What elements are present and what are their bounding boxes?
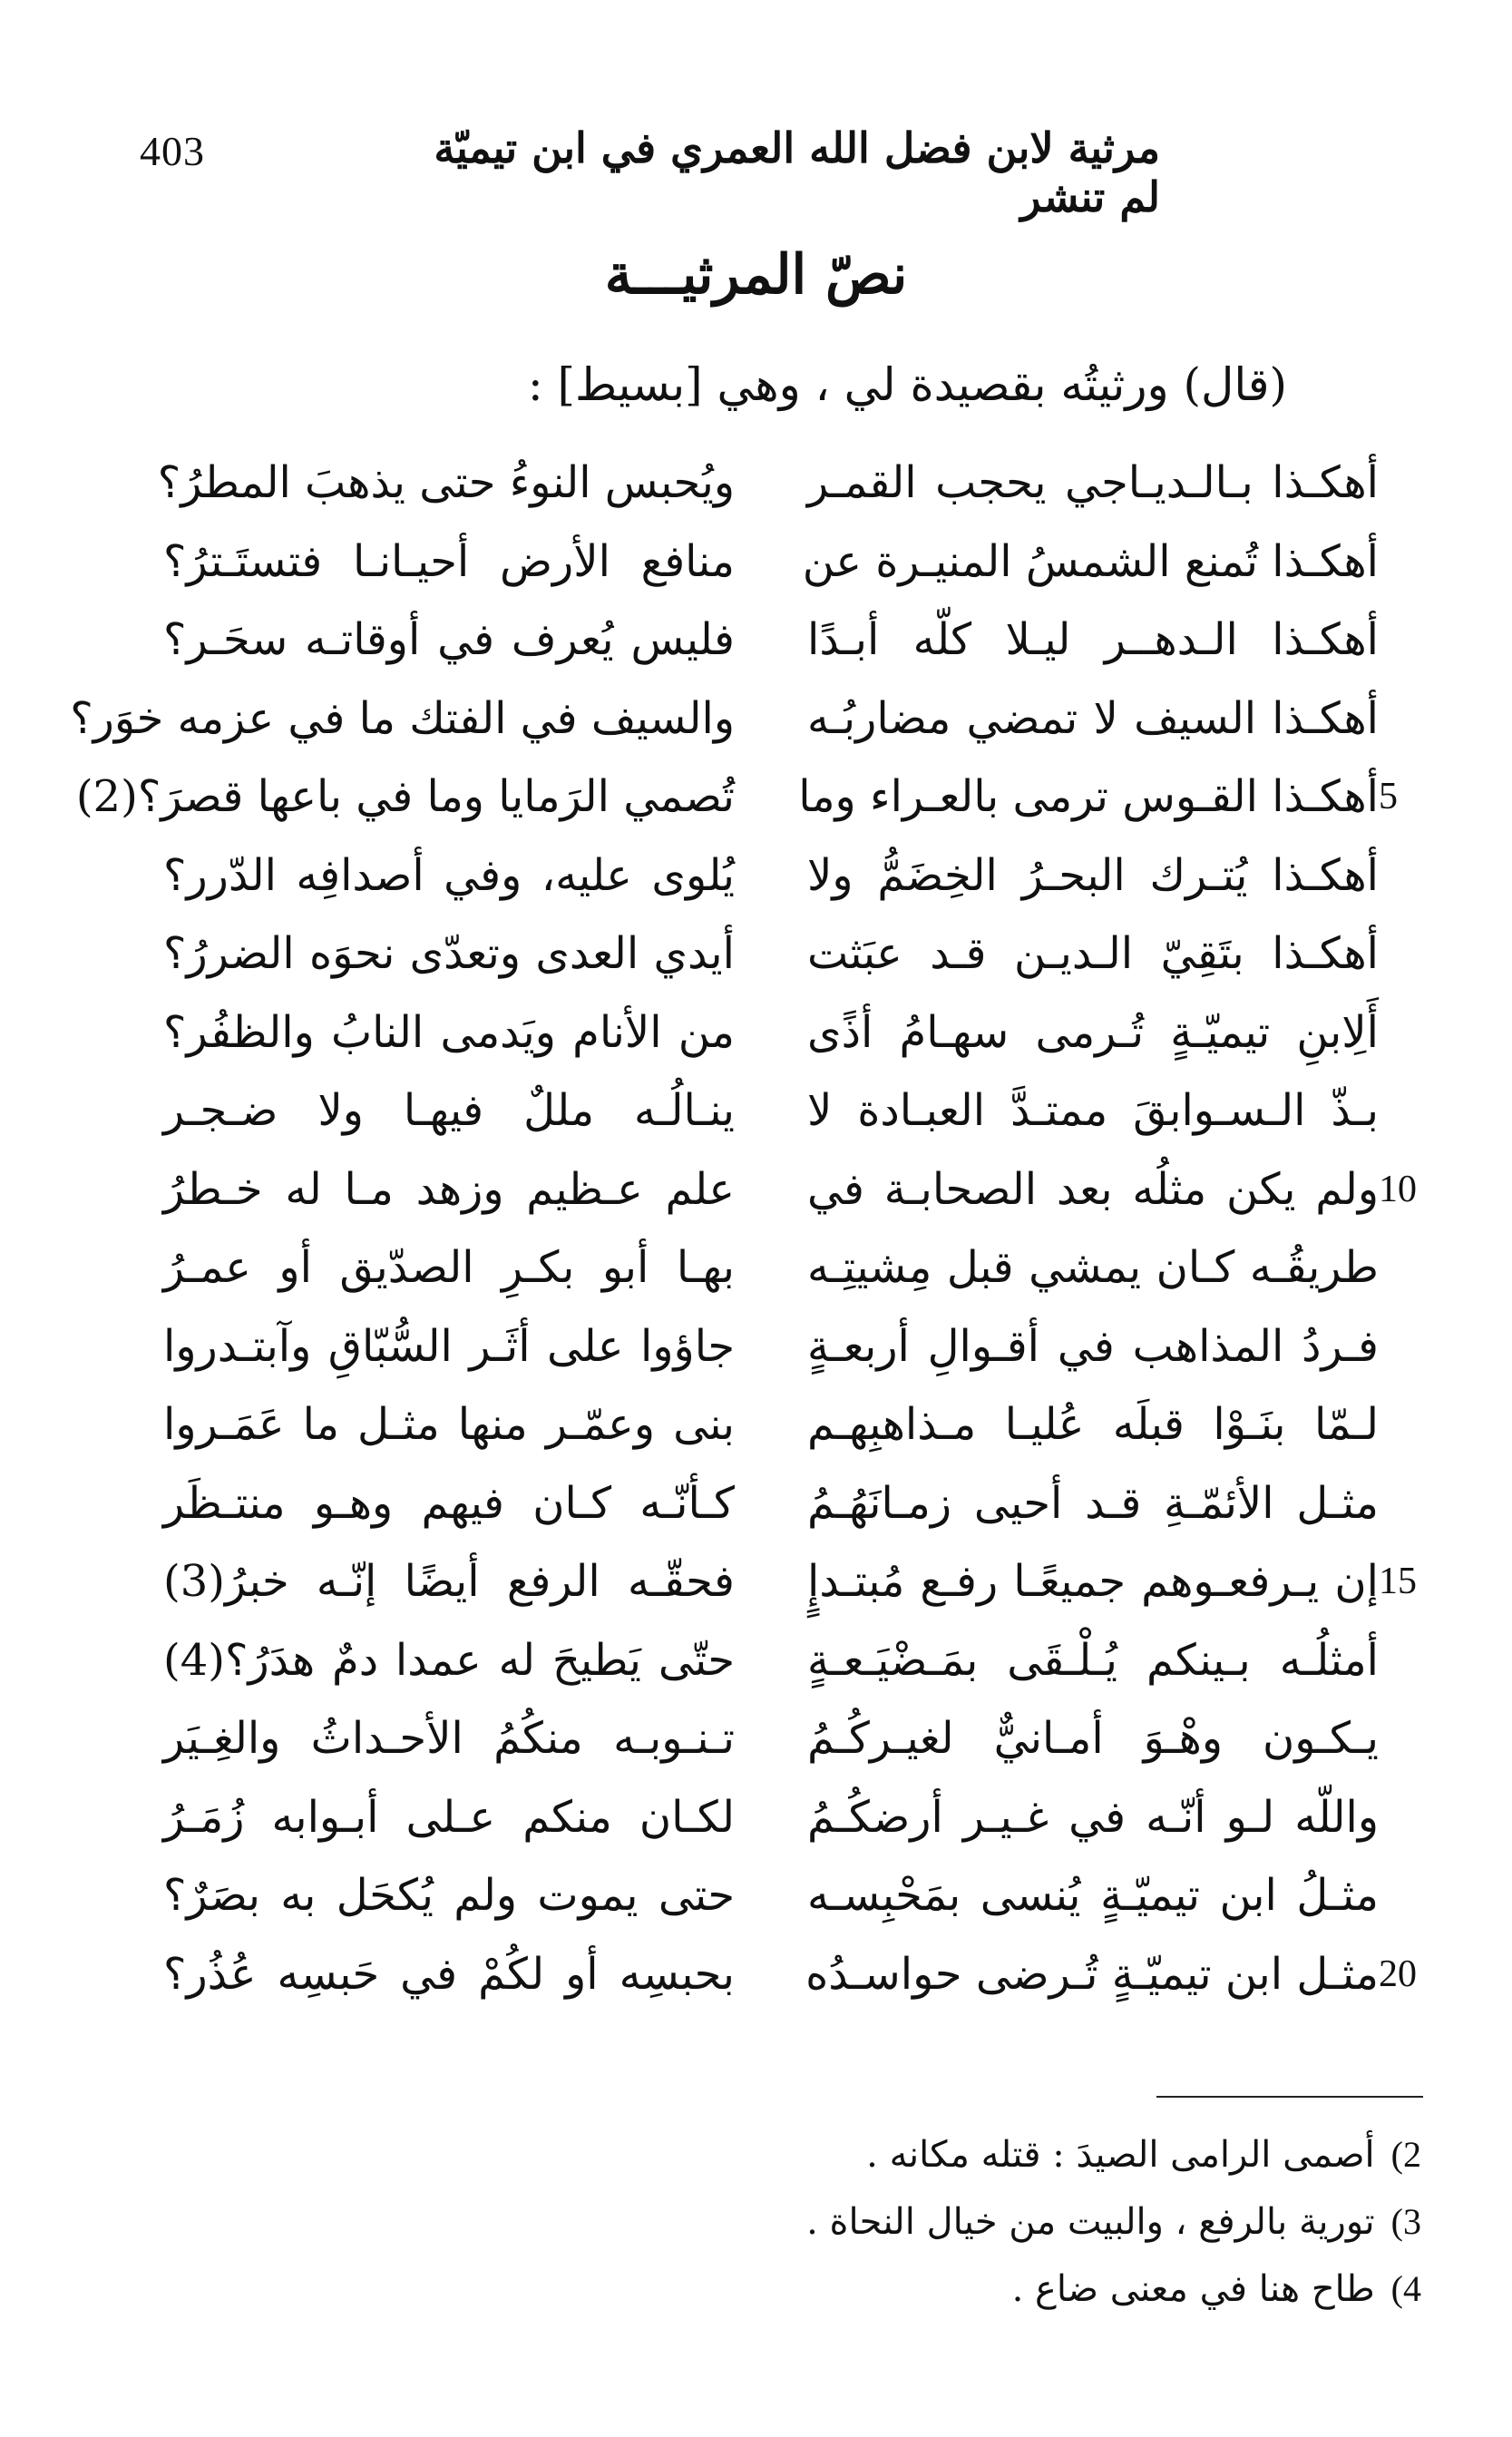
- second-hemistich: فليس يُعرف في أوقاتـه سحَـر؟: [163, 614, 735, 665]
- first-hemistich: فـردُ المذاهب في أقـوالِ أربعـةٍ: [807, 1320, 1379, 1372]
- first-hemistich: مثـلُ ابن تيميّـةٍ يُنسى بمَحْبِسـه: [807, 1870, 1379, 1921]
- footnote-number: 2): [1390, 2134, 1421, 2175]
- footnote-text: أصمى الرامى الصيدَ : قتله مكانه .: [866, 2134, 1375, 2176]
- verse-line: [163, 1321, 1379, 1400]
- first-hemistich: مثـل ابن تيميّـةٍ تُـرضى حواسـدُه: [805, 1948, 1379, 2000]
- verse-line: [163, 614, 1379, 693]
- first-hemistich: أهكـذا الـدهــر ليـلا كلّه أبـدًا: [807, 614, 1379, 665]
- second-hemistich: بحبسِه أو لكُمْ في حَبسِه عُذُر؟: [163, 1948, 735, 2000]
- verse-number: 20: [1379, 1953, 1417, 1995]
- first-hemistich: مثـل الأئمّـةِ قـد أحيى زمـانَهُـمُ: [807, 1477, 1379, 1529]
- second-hemistich: والسيف في الفتك ما في عزمه خوَر؟: [70, 692, 735, 744]
- verse-line: [163, 1713, 1379, 1792]
- footnote-text: طاح هنا في معنى ضاع .: [1011, 2268, 1375, 2310]
- second-hemistich: كـأنّـه كـان فيهم وهـو منتـظَر: [163, 1477, 735, 1529]
- first-hemistich: أَلِابنِ تيميّـةٍ تُـرمى سهـامُ أذًى: [807, 1006, 1379, 1058]
- second-hemistich: حتّى يَطيحَ له عمدا دمٌ هدَرُ؟(4): [163, 1634, 735, 1686]
- first-hemistich: إن يـرفعـوهم جميعًـا رفـع مُبتـدإٍ: [807, 1556, 1379, 1607]
- first-hemistich: طريقُـه كـان يمشي قبل مِشيتِـه: [807, 1242, 1379, 1293]
- verse-line: [163, 1399, 1379, 1478]
- second-hemistich: تـنـوبـه منكُمُ الأحـداثُ والغِـيَر: [163, 1713, 735, 1764]
- footnotes: [333, 2123, 1421, 2324]
- verse-line: [70, 692, 1379, 772]
- verse-line: [163, 1163, 1417, 1243]
- verse-line: [163, 850, 1379, 929]
- intro-line: (قال) ورثيتُه بقصيدة لي ، وهي [بسيط] :: [527, 358, 1287, 411]
- verse-line: [157, 457, 1379, 536]
- verse-line: [163, 1556, 1417, 1635]
- first-hemistich: أهكـذا تُمنع الشمسُ المنيـرة عن: [802, 535, 1379, 587]
- first-hemistich: واللّه لـو أنّـه في غـيـر أرضكُـمُ: [807, 1791, 1379, 1843]
- second-hemistich: تُصمي الرَمايا وما في باعها قصرَ؟(2): [75, 771, 735, 822]
- second-hemistich: لكـان منكم عـلى أبـوابه زُمَـرُ: [163, 1791, 735, 1843]
- verse-line: [163, 1007, 1379, 1086]
- page-number: 403: [140, 128, 205, 174]
- first-hemistich: أهكـذا السيف لا تمضي مضاربُـه: [807, 692, 1379, 744]
- second-hemistich: جاؤوا على أثَـر السُّبّاقِ وآبتـدروا: [163, 1320, 735, 1372]
- poem-body: [70, 457, 1417, 2027]
- second-hemistich: حتى يموت ولم يُكحَل به بصَرٌ؟: [163, 1870, 735, 1921]
- first-hemistich: أمثلُـه بـينكم يُـلْـقَى بمَـضْيَـعـةٍ: [807, 1634, 1379, 1686]
- verse-number: 10: [1379, 1168, 1417, 1210]
- running-header: مرثية لابن فضل الله العمري في ابن تيميّة لم تنشر: [434, 123, 1160, 221]
- second-hemistich: يُلوى عليه، وفي أصدافِه الدّرر؟: [163, 849, 735, 901]
- footnote-number: 4): [1390, 2268, 1421, 2309]
- verse-number: 15: [1379, 1561, 1417, 1602]
- first-hemistich: أهكـذا القـوس ترمى بالعـراء وما: [798, 771, 1379, 822]
- first-hemistich: أهكـذا بتَقِيّ الـديـن قـد عبَثت: [807, 928, 1379, 979]
- second-hemistich: ويُحبس النوءُ حتى يذهبَ المطرُ؟: [157, 457, 735, 508]
- verse-line: [163, 536, 1379, 615]
- first-hemistich: ولم يكن مثلُه بعد الصحابـة في: [807, 1163, 1379, 1215]
- verse-line: [163, 1242, 1379, 1321]
- first-hemistich: لـمّا بنَـوْا قبلَه عُليـا مـذاهبِهـم: [807, 1399, 1379, 1450]
- verse-line: [163, 1948, 1417, 2028]
- verse-line: [163, 1792, 1379, 1871]
- first-hemistich: يـكـون وهْـوَ أمـانيٌّ لغيـركُـمُ: [807, 1713, 1379, 1764]
- footnote-number: 3): [1390, 2201, 1421, 2242]
- verse-line: [75, 771, 1398, 850]
- footnote: [333, 2123, 1421, 2190]
- verse-line: [163, 1478, 1379, 1557]
- first-hemistich: بـذّ الـسـوابقَ ممتـدَّ العبـادة لا: [807, 1085, 1379, 1136]
- verse-line: [163, 1870, 1379, 1949]
- second-hemistich: منافع الأرض أحيـانـا فتستَـترُ؟: [163, 535, 735, 587]
- second-hemistich: بنى وعمّـر منها مثـل ما عَمَـروا: [163, 1399, 735, 1450]
- first-hemistich: أهكـذا يُتـرك البحـرُ الخِضَمُّ ولا: [807, 849, 1379, 901]
- second-hemistich: بهـا أبو بكـرِ الصدّيق أو عمـرُ: [163, 1242, 735, 1293]
- footnote-text: تورية بالرفع ، والبيت من خيال النحاة .: [806, 2201, 1375, 2243]
- section-title: نصّ المرثيـــة: [604, 243, 908, 307]
- verse-line: [163, 1085, 1379, 1164]
- footnote: [333, 2190, 1421, 2257]
- second-hemistich: من الأنام ويَدمى النابُ والظفُر؟: [163, 1006, 735, 1058]
- first-hemistich: أهكـذا بـالـديـاجي يحجب القمـر: [807, 457, 1379, 508]
- verse-line: [163, 1635, 1379, 1714]
- second-hemistich: فحقّـه الرفع أيضًا إنّـه خبرُ(3): [163, 1556, 735, 1607]
- second-hemistich: ينـالُـه مللٌ فيهـا ولا ضـجـر: [163, 1085, 735, 1136]
- second-hemistich: أيدي العدى وتعدّى نحوَه الضررُ؟: [163, 928, 735, 979]
- footnote: [333, 2257, 1421, 2324]
- verse-number: 5: [1379, 776, 1398, 817]
- verse-line: [163, 928, 1379, 1007]
- footnote-separator: [1156, 2096, 1423, 2098]
- second-hemistich: علم عـظيم وزهد مـا له خـطرُ: [163, 1163, 735, 1215]
